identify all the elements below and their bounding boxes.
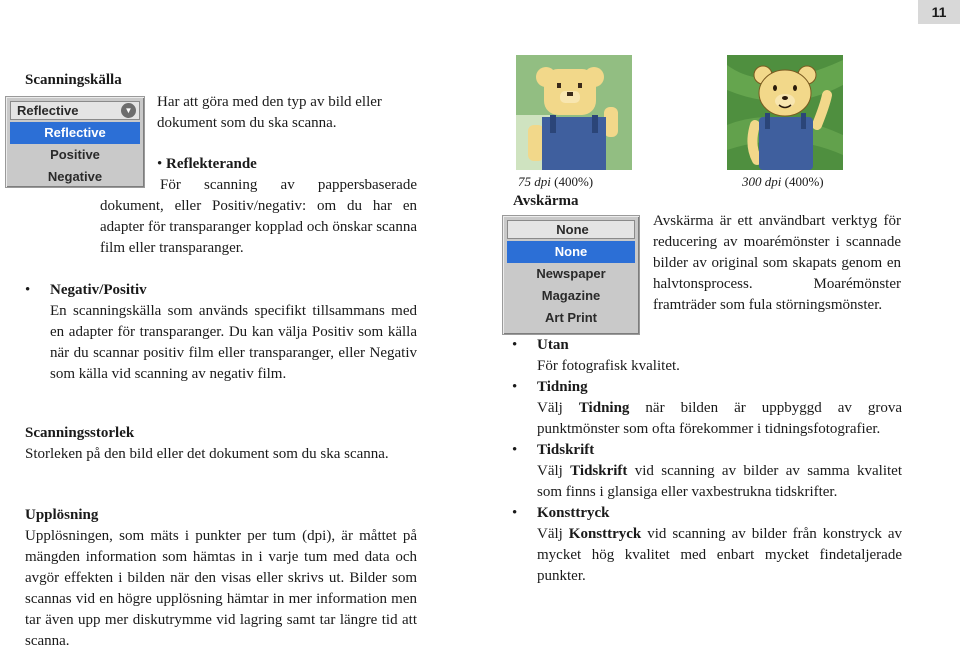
reflective-title: Reflekterande xyxy=(166,156,257,172)
caption-75dpi xyxy=(518,171,593,192)
item-utan xyxy=(512,335,902,377)
bear-image-75dpi xyxy=(516,55,632,170)
item-konsttryck-text: Välj Konsttryck vid scanning av bilder från konstryck av mycket hög kvalitet med enbart mycket findetaljerade punkter. xyxy=(537,526,902,584)
scan-size-section xyxy=(25,423,417,465)
caption-75dpi-dpi: 75 dpi xyxy=(518,174,551,189)
caption-300dpi xyxy=(742,171,824,192)
scan-size-text: Storleken på den bild eller det dokument som du ska scanna. xyxy=(25,446,389,462)
item-tidskrift xyxy=(512,440,902,503)
bullet-dot: • xyxy=(512,505,518,521)
scan-source-heading: Scanningskälla xyxy=(25,72,122,88)
bullet-dot: • xyxy=(512,379,518,395)
bullet-dot: • xyxy=(512,337,518,353)
scan-size-heading: Scanningsstorlek xyxy=(25,425,135,441)
option-reflective[interactable]: Reflective xyxy=(10,122,140,144)
item-tidskrift-title: Tidskrift xyxy=(537,442,595,458)
chevron-down-icon[interactable]: ▼ xyxy=(121,103,136,118)
descreen-dropdown[interactable] xyxy=(502,215,640,335)
item-tidning xyxy=(512,377,902,440)
caption-75dpi-zoom: (400%) xyxy=(554,174,594,189)
item-utan-title: Utan xyxy=(537,337,569,353)
option-newspaper[interactable]: Newspaper xyxy=(536,266,606,281)
item-konsttryck-title: Konsttryck xyxy=(537,505,610,521)
option-none[interactable]: None xyxy=(507,241,635,263)
option-magazine[interactable]: Magazine xyxy=(541,288,601,303)
scan-source-intro: Har att göra med den typ av bild eller dokument som du ska scanna. xyxy=(157,94,382,131)
scan-source-dropdown-header[interactable] xyxy=(10,101,140,120)
page-number: 11 xyxy=(918,0,960,24)
negpos-text: En scanningskälla som används specifikt tillsammans med en adapter för transparanger. Du kan välja Positiv som källa när du scannar positiv film eller transparanger, eller Negativ som källa vid scanning av negativ film. xyxy=(50,303,417,382)
option-negative[interactable]: Negative xyxy=(47,169,103,184)
option-positive[interactable]: Positive xyxy=(50,147,100,162)
scan-source-selected-value: Reflective xyxy=(17,103,79,118)
bear-illustration xyxy=(516,55,632,170)
reflective-text: För scanning av pappersbaserade dokument, eller Positiv/negativ: om du har en adapter för transparanger kopplad och önskar scanna film eller transparanger. xyxy=(100,177,417,256)
negpos-title: Negativ/Positiv xyxy=(50,282,147,298)
item-konsttryck xyxy=(512,503,902,587)
option-art-print[interactable]: Art Print xyxy=(545,310,597,325)
caption-300dpi-dpi: 300 dpi xyxy=(742,174,782,189)
bear-image-300dpi xyxy=(727,55,843,170)
item-tidskrift-text: Välj Tidskrift vid scanning av bilder av samma kvalitet som finns i glansiga eller vaxbestrukna tidskrifter. xyxy=(537,463,903,500)
bullet-dot: • xyxy=(25,282,31,298)
descreen-heading: Avskärma xyxy=(513,193,579,209)
caption-300dpi-zoom: (400%) xyxy=(784,174,824,189)
descreen-selected-value: None xyxy=(556,222,589,237)
bullet-dot: • xyxy=(157,156,163,172)
resolution-heading: Upplösning xyxy=(25,507,99,523)
descreen-text: Avskärma är ett användbart verktyg för reducering av moarémönster i scannade bilder av original som skapats genom en halvtonsprocess. Moarémönster framträder som fula störningsmönster. xyxy=(653,213,901,313)
descreen-items xyxy=(512,335,902,587)
resolution-text: Upplösningen, som mäts i punkter per tum (dpi), är måttet på mängden information som hämtas in i varje tum med data och avgör effekten i bilden när den visas eller skrivs ut. Bilder som scannas vid en högre upplösning hämtar in mer information men tar även upp mer diskutrymme vid lagring samt tar längre tid att scanna. xyxy=(25,528,417,649)
bear-illustration xyxy=(727,55,843,170)
resolution-section xyxy=(25,505,417,650)
item-utan-text: För fotografisk kvalitet. xyxy=(537,358,680,374)
descreen-options xyxy=(507,241,635,329)
item-tidning-title: Tidning xyxy=(537,379,588,395)
item-tidning-text: Välj Tidning när bilden är uppbyggd av grova punktmönster som ofta förekommer i tidningsfotografier. xyxy=(537,400,903,437)
descreen-dropdown-header[interactable] xyxy=(507,220,635,239)
bullet-dot: • xyxy=(512,442,518,458)
reflective-bullet xyxy=(157,154,417,175)
negpos-section xyxy=(25,280,417,385)
